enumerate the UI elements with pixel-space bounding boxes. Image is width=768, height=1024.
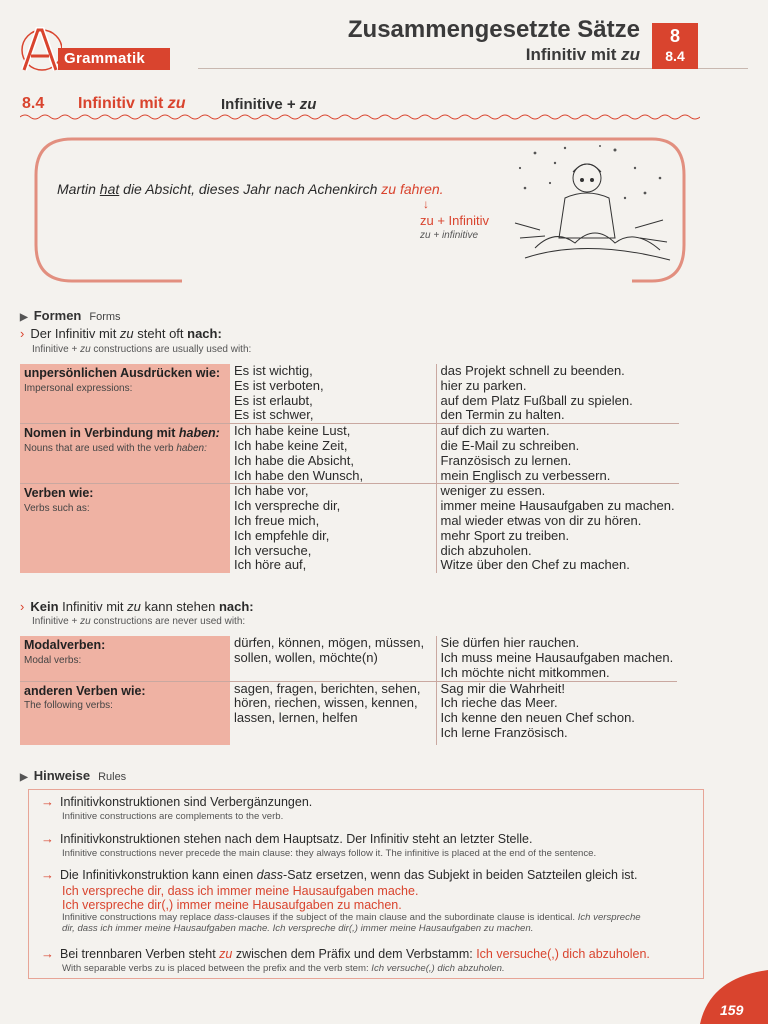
page-number: 159 — [720, 1002, 744, 1018]
page-title: Zusammengesetzte Sätze — [347, 16, 640, 43]
row-label: unpersönlichen Ausdrücken wie: Impersonal expressions: — [20, 364, 230, 424]
rule-item: → Bei trennbaren Verben steht zu zwischen dem Präfix und dem Verbstamm: Ich versuche(,) dich abzuholen. With separable verbs zu is placed between the prefix and the verb stem: Ich versuche(,) dich abzuholen. — [41, 946, 650, 974]
forms-heading: ▶ Formen Forms — [20, 308, 121, 323]
arrow-icon: → — [41, 946, 54, 961]
row-middle: Es ist wichtig, Es ist verboten, Es ist erlaubt, Es ist schwer, — [230, 364, 436, 424]
page-subtitle: Infinitiv mit zu — [525, 45, 640, 64]
arrow-icon: → — [41, 867, 54, 882]
a-letter-badge — [18, 20, 62, 74]
row-label: Nomen in Verbindung mit haben: Nouns that are used with the verb haben: — [20, 424, 230, 484]
table-row — [20, 484, 679, 573]
svg-text:A: A — [40, 70, 41, 71]
table-row — [20, 636, 677, 681]
table-row — [20, 681, 677, 745]
row-label: Modalverben: Modal verbs: — [20, 636, 230, 681]
never-intro: › Kein Infinitiv mit zu kann stehen nach: — [20, 599, 254, 614]
table-row — [20, 424, 679, 484]
down-arrow-icon: ↓ — [423, 197, 429, 211]
forms-intro: › Der Infinitiv mit zu steht oft nach: — [20, 326, 222, 341]
arrow-icon: → — [41, 831, 54, 846]
row-right: Sag mir die Wahrheit! Ich rieche das Meer. Ich kenne den neuen Chef schon. Ich lerne Französisch. — [436, 681, 677, 745]
row-right: weniger zu essen. immer meine Hausaufgaben zu machen. mal wieder etwas von dir zu hören. mehr Sport zu treiben. dich abzuholen. Witze über den Chef zu machen. — [436, 484, 679, 573]
section-title: Infinitiv mit zu — [78, 95, 186, 112]
row-middle: Ich habe keine Lust, Ich habe keine Zeit, Ich habe die Absicht, Ich habe den Wunsch, — [230, 424, 436, 484]
forms-table — [20, 364, 679, 573]
rule-item: → Die Infinitivkonstruktion kann einen dass-Satz ersetzen, wenn das Subjekt in beiden Satzteilen gleich ist. Ich verspreche dir, dass ich immer meine Hausaufgaben mache. Ich verspreche dir(,) immer meine Hausaufgaben zu machen. Infinitive constructions may replace dass-clauses if the subject of the main clause and the subordinate clause is identical. Ich verspreche dir, dass ich immer meine Hausaufgaben mache. Ich verspreche dir(,) immer meine Hausaufgaben zu machen. — [41, 867, 641, 934]
table-row — [20, 364, 679, 424]
row-middle: Ich habe vor, Ich verspreche dir, Ich freue mich, Ich empfehle dir, Ich versuche, Ich höre auf, — [230, 484, 436, 573]
row-label: anderen Verben wie: The following verbs: — [20, 681, 230, 745]
row-label: Verben wie: Verbs such as: — [20, 484, 230, 573]
example-sentence: Martin hat die Absicht, dieses Jahr nach Achenkirch zu fahren. — [57, 181, 444, 197]
rules-heading: ▶ Hinweise Rules — [20, 768, 127, 783]
example-note-en: zu + infinitive — [420, 230, 479, 241]
rule-item: → Infinitivkonstruktionen stehen nach dem Hauptsatz. Der Infinitiv steht an letzter Stelle. Infinitive constructions never precede the main clause: they always follow it. The infinitive is placed at the end of the sentence. — [41, 831, 597, 859]
never-intro-en: Infinitive + zu constructions are never used with: — [32, 616, 246, 627]
section-tag: Grammatik — [58, 48, 170, 70]
row-right: Sie dürfen hier rauchen. Ich muss meine Hausaufgaben machen. Ich möchte nicht mitkommen. — [440, 635, 674, 680]
row-middle: sagen, fragen, berichten, sehen, hören, riechen, wissen, kennen, lassen, lernen, helfen — [230, 681, 436, 745]
chapter-number: 8 — [669, 26, 680, 46]
row-right: auf dich zu warten. die E-Mail zu schreiben. Französisch zu lernen. mein Englisch zu verbessern. — [436, 424, 679, 484]
arrow-icon: → — [41, 794, 54, 809]
section-title-en: Infinitive + zu — [221, 96, 317, 113]
chapter-section: 8.4 — [665, 48, 685, 64]
section-number: 8.4 — [22, 95, 45, 112]
row-middle: dürfen, können, mögen, müssen, sollen, wollen, möchte(n) — [230, 636, 436, 681]
example-note-de: zu + Infinitiv — [420, 213, 490, 228]
never-table — [20, 636, 677, 745]
wavy-divider — [20, 113, 700, 121]
snow-figure-illustration — [495, 138, 680, 273]
rule-item: → Infinitivkonstruktionen sind Verbergänzungen. Infinitive constructions are complements to the verb. — [41, 794, 313, 822]
rules-box — [28, 789, 704, 979]
chapter-box — [652, 23, 698, 69]
row-right: das Projekt schnell zu beenden. hier zu parken. auf dem Platz Fußball zu spielen. den Termin zu halten. — [440, 363, 633, 423]
forms-intro-en: Infinitive + zu constructions are usually used with: — [32, 344, 252, 355]
